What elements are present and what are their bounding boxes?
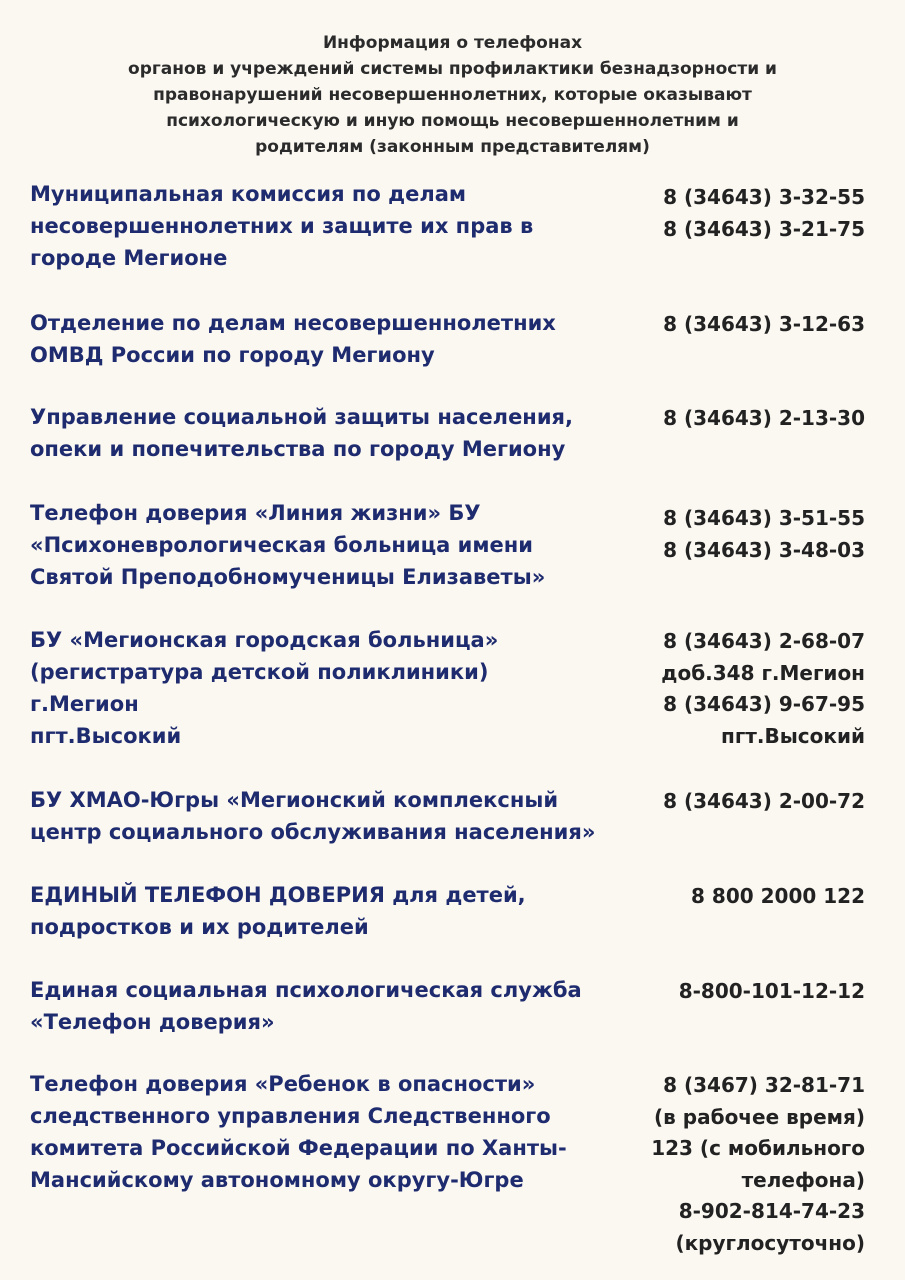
phone-numbers xyxy=(615,309,865,341)
phone-line: телефона) xyxy=(741,1167,865,1192)
organization-line: БУ «Мегионская городская больница» xyxy=(30,628,499,652)
phone-line: 8 (34643) 2-68-07 xyxy=(663,629,865,653)
organization-line: Телефон доверия «Ребенок в опасности» xyxy=(30,1072,536,1096)
phone-line: 8 (34643) 3-32-55 xyxy=(663,185,865,209)
phone-line: 8 (3467) 32-81-71 xyxy=(663,1073,865,1097)
organization-line: Муниципальная комиссия по делам xyxy=(30,182,467,206)
phone-numbers xyxy=(615,503,865,566)
document-header xyxy=(60,30,845,160)
phone-numbers xyxy=(615,403,865,435)
organization-name xyxy=(30,1068,630,1196)
phone-line: 8-902-814-74-23 xyxy=(678,1199,865,1223)
organization-line: Единая социальная психологическая служба xyxy=(30,978,582,1002)
phone-line: 8 (34643) 2-13-30 xyxy=(663,406,865,430)
organization-line: г.Мегион xyxy=(30,692,139,716)
organization-line: несовершеннолетних и защите их прав в xyxy=(30,214,534,238)
header-line: правонарушений несовершеннолетних, которые оказывают xyxy=(153,85,752,105)
organization-line: ОМВД России по городу Мегиону xyxy=(30,343,435,367)
organization-line: опеки и попечительства по городу Мегиону xyxy=(30,437,566,461)
phone-line: 8 (34643) 3-48-03 xyxy=(663,537,865,562)
organization-name xyxy=(30,974,630,1038)
phone-line: 8 (34643) 2-00-72 xyxy=(663,789,865,813)
phone-line: пгт.Высокий xyxy=(721,723,865,748)
organization-line: центр социального обслуживания населения» xyxy=(30,820,596,844)
phone-line: 8 (34643) 3-12-63 xyxy=(663,312,865,336)
organization-line: пгт.Высокий xyxy=(30,724,182,748)
organization-name xyxy=(30,497,630,593)
header-line: Информация о телефонах xyxy=(322,33,583,53)
phone-numbers xyxy=(615,626,865,752)
organization-line: Мансийскому автономному округу-Югре xyxy=(30,1168,524,1192)
phone-numbers xyxy=(615,1070,865,1259)
organization-line: Отделение по делам несовершеннолетних xyxy=(30,311,556,335)
header-line: органов и учреждений системы профилактики безнадзорности и xyxy=(128,59,777,79)
organization-line: «Психоневрологическая больница имени xyxy=(30,533,533,557)
header-line: родителям (законным представителям) xyxy=(255,137,650,157)
organization-line: городе Мегионе xyxy=(30,246,228,270)
phone-numbers xyxy=(615,976,865,1008)
organization-line: следственного управления Следственного xyxy=(30,1104,551,1128)
phone-numbers xyxy=(615,786,865,818)
phone-line: 8 (34643) 9-67-95 xyxy=(663,692,865,716)
organization-line: Управление социальной защиты населения, xyxy=(30,405,573,429)
phone-line: 8 (34643) 3-21-75 xyxy=(663,216,865,241)
phone-line: доб.348 г.Мегион xyxy=(661,660,865,685)
organization-name xyxy=(30,624,630,752)
organization-line: подростков и их родителей xyxy=(30,915,369,939)
organization-line: «Телефон доверия» xyxy=(30,1010,275,1034)
organization-line: ЕДИНЫЙ ТЕЛЕФОН ДОВЕРИЯ для детей, xyxy=(30,883,526,907)
organization-line: (регистратура детской поликлиники) xyxy=(30,660,489,684)
organization-name xyxy=(30,307,630,371)
organization-line: БУ ХМАО-Югры «Мегионский комплексный xyxy=(30,788,559,812)
organization-name xyxy=(30,784,630,848)
phone-line: 8 (34643) 3-51-55 xyxy=(663,506,865,530)
organization-name xyxy=(30,401,630,465)
phone-line: 8-800-101-12-12 xyxy=(678,979,865,1003)
header-line: психологическую и иную помощь несовершеннолетним и xyxy=(166,111,739,131)
organization-name xyxy=(30,178,630,274)
organization-line: Святой Преподобномученицы Елизаветы» xyxy=(30,565,546,589)
phone-line: 123 (с мобильного xyxy=(651,1136,865,1160)
phone-numbers xyxy=(615,182,865,245)
phone-numbers xyxy=(615,881,865,913)
phone-line: (круглосуточно) xyxy=(675,1230,865,1255)
organization-name xyxy=(30,879,630,943)
phone-line: 8 800 2000 122 xyxy=(691,884,865,908)
organization-line: Телефон доверия «Линия жизни» БУ xyxy=(30,501,481,525)
organization-line: комитета Российской Федерации по Ханты- xyxy=(30,1136,567,1160)
phone-line: (в рабочее время) xyxy=(654,1104,865,1129)
